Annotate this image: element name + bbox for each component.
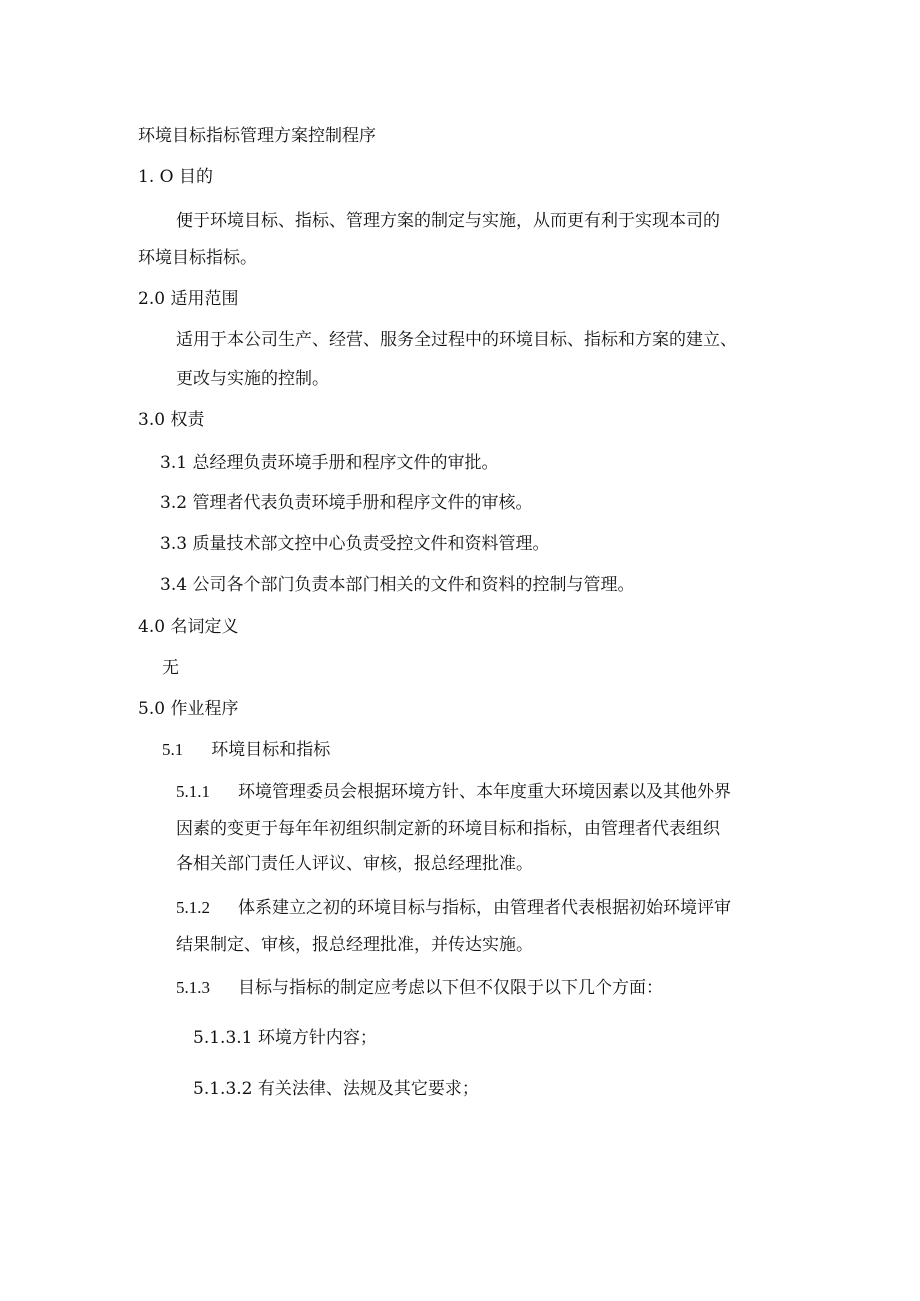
section-3-item: 3.4 公司各个部门负责本部门相关的文件和资料的控制与管理。: [160, 575, 635, 595]
section-3-item: 3.1 总经理负责环境手册和程序文件的审批。: [160, 453, 499, 473]
clause-5-1-2-line-1: [176, 897, 731, 919]
subsection-number: 5.1: [162, 740, 184, 759]
document-title: 环境目标指标管理方案控制程序: [138, 126, 376, 146]
section-2-paragraph-line-1: 适用于本公司生产、经营、服务全过程中的环境目标、指标和方案的建立、: [176, 330, 737, 350]
subsection-title: 环境目标和指标: [211, 740, 331, 760]
clause-number: 5.1.3: [176, 978, 210, 997]
section-2-heading: 2.0 适用范围: [138, 289, 239, 309]
clause-5-1-1-line-2: 因素的变更于每年年初组织制定新的环境目标和指标，由管理者代表组织: [176, 819, 720, 839]
section-1-paragraph-line-1: 便于环境目标、指标、管理方案的制定与实施，从而更有利于实现本司的: [176, 211, 720, 231]
clause-5-1-2-line-2: 结果制定、审核，报总经理批准，并传达实施。: [176, 935, 533, 955]
subsection-5-1: [162, 739, 330, 761]
clause-text: 目标与指标的制定应考虑以下但不仅限于以下几个方面：: [238, 978, 663, 998]
clause-text: 环境管理委员会根据环境方针、本年度重大环境因素以及其他外界: [238, 782, 731, 802]
clause-number: 5.1.1: [176, 782, 210, 801]
clause-5-1-1-line-3: 各相关部门责任人评议、审核，报总经理批准。: [176, 854, 533, 874]
clause-5-1-3-2: 5.1.3.2 有关法律、法规及其它要求；: [193, 1079, 479, 1099]
clause-text: 体系建立之初的环境目标与指标，由管理者代表根据初始环境评审: [238, 898, 731, 918]
section-3-heading: 3.0 权责: [138, 410, 205, 430]
section-1-paragraph-line-2: 环境目标指标。: [138, 248, 257, 268]
clause-5-1-3-1: 5.1.3.1 环境方针内容；: [193, 1028, 377, 1048]
clause-5-1-3-line-1: [176, 977, 663, 999]
section-1-heading: 1. O 目的: [138, 167, 213, 187]
section-4-heading: 4.0 名词定义: [138, 617, 239, 637]
clause-5-1-1-line-1: [176, 781, 731, 803]
section-3-item: 3.2 管理者代表负责环境手册和程序文件的审核。: [160, 493, 533, 513]
section-4-body: 无: [162, 658, 179, 678]
clause-number: 5.1.2: [176, 898, 210, 917]
section-5-heading: 5.0 作业程序: [138, 699, 239, 719]
section-2-paragraph-line-2: 更改与实施的控制。: [176, 369, 329, 389]
section-3-item: 3.3 质量技术部文控中心负责受控文件和资料管理。: [160, 534, 550, 554]
